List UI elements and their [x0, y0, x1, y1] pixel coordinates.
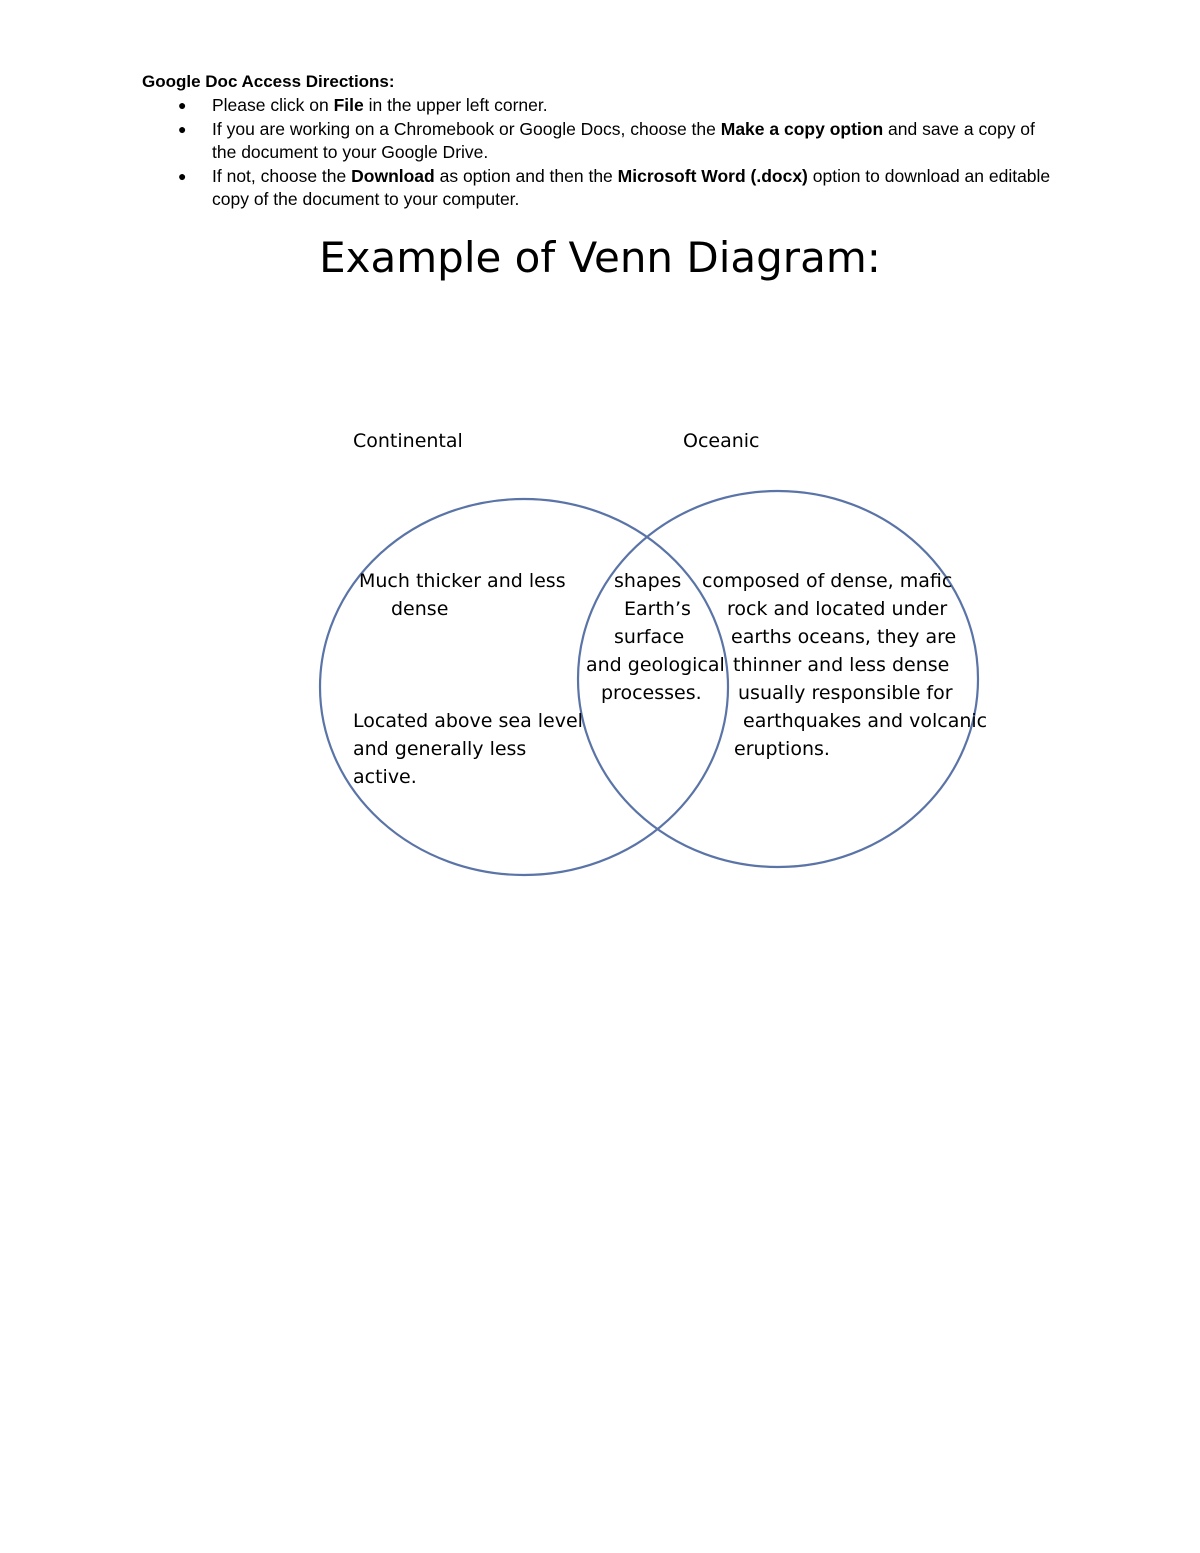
text-line: thinner and less dense — [733, 654, 950, 676]
access-directions — [142, 70, 1062, 212]
item-3-text-1: If not, choose the — [212, 165, 352, 186]
diagram-title: Example of Venn Diagram: — [319, 233, 881, 282]
text-line: active. — [353, 766, 417, 788]
item-3-bold-word: Microsoft Word (.docx) — [617, 165, 808, 186]
continental-text-top — [359, 567, 566, 623]
bullet-icon: ● — [178, 97, 187, 113]
bullet-icon: ● — [178, 120, 187, 137]
text-line: processes. — [601, 682, 702, 704]
directions-list — [142, 94, 1062, 212]
text-line: Located above sea level — [353, 710, 583, 732]
text-line: and generally less — [353, 738, 527, 760]
bullet-icon: ● — [178, 167, 187, 184]
text-line: earthquakes and volcanic — [743, 710, 988, 732]
text-line: earths oceans, they are — [731, 626, 957, 648]
text-line: composed of dense, mafic — [702, 570, 953, 592]
item-1-bold-file: File — [333, 95, 364, 115]
item-1-text-2: in the upper left corner. — [363, 95, 548, 115]
text-line: eruptions. — [734, 738, 830, 760]
text-line: shapes — [614, 570, 682, 592]
item-2-text-1: If you are working on a Chromebook or Google Docs, choose the — [212, 118, 721, 139]
continental-text-bottom — [353, 707, 583, 791]
text-line: Much thicker and less — [359, 570, 566, 592]
oceanic-label: Oceanic — [683, 430, 760, 452]
item-2-bold-make-copy: Make a copy option — [720, 118, 884, 139]
item-3-bold-download: Download — [351, 165, 435, 186]
continental-label: Continental — [353, 430, 463, 452]
text-line: dense — [391, 598, 449, 620]
item-2-text-2: and save a copy of the document to your Google Drive. — [212, 118, 1035, 162]
text-line: rock and located under — [727, 598, 948, 620]
directions-item-1 — [142, 94, 1062, 118]
text-line: usually responsible for — [738, 682, 953, 704]
text-line: surface — [614, 626, 685, 648]
text-line: Earth’s — [624, 598, 691, 620]
oceanic-text — [702, 567, 987, 763]
item-3-text-3: option to download an editable copy of the document to your computer. — [212, 165, 1051, 209]
item-3-text-2: as option and then the — [434, 165, 618, 186]
text-line: and geological — [586, 654, 725, 676]
directions-item-2 — [142, 118, 1062, 165]
item-1-text-1: Please click on — [212, 95, 334, 115]
directions-item-3 — [142, 165, 1062, 212]
directions-heading: Google Doc Access Directions: — [142, 72, 395, 91]
